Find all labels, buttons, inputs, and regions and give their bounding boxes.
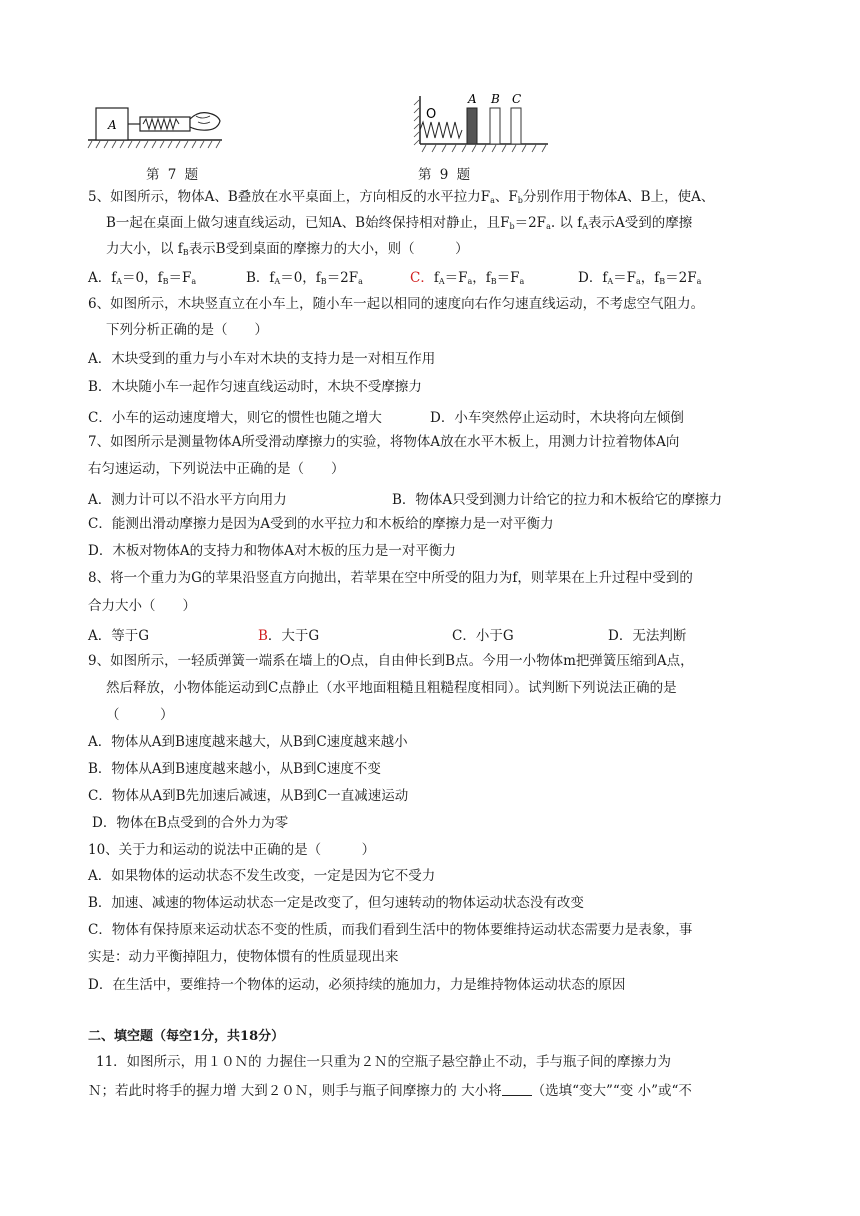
q7-option-c: C．能测出滑动摩擦力是因为A受到的水平拉力和木板给的摩擦力是一对平衡力 — [88, 516, 554, 532]
figure-7-caption: 第 7 题 — [146, 167, 201, 183]
q10-option-a: A．如果物体的运动状态不发生改变，一定是因为它不受力 — [88, 868, 436, 884]
q5-line-1: 5、如图所示，物体A、B叠放在水平桌面上，方向相反的水平拉力$F_a$、$F_b$分别作用于物体A、B上，使A、 — [88, 189, 715, 205]
q6-line-2: 下列分析正确的是（ ） — [106, 322, 268, 338]
q8-line-1: 8、将一个重力为G的苹果沿竖直方向抛出，若苹果在空中所受的阻力为f，则苹果在上升过程中受到的 — [88, 570, 693, 586]
q5-option-c: C．$f_A=F_a$，$f_B=F_a$ — [410, 270, 525, 286]
q6-option-b: B．木块随小车一起作匀速直线运动时，木块不受摩擦力 — [88, 379, 422, 395]
figure-7-diagram — [86, 100, 226, 156]
label-b: B — [491, 92, 500, 106]
q9-line-3: （ ） — [106, 707, 174, 723]
q11-line-2: Ｎ；若此时将手的握力增 大到２０Ｎ，则手与瓶子间摩擦力的 大小将 （选填“变大”“变 小”或“不 — [88, 1083, 692, 1099]
point-o-label: O — [426, 107, 437, 122]
q8-option-b: B．大于G — [258, 628, 320, 644]
q6-line-1: 6、如图所示，木块竖直立在小车上，随小车一起以相同的速度向右作匀速直线运动，不考虑空气阻力。 — [88, 296, 705, 312]
figure-9-caption: 第 9 题 — [418, 167, 473, 183]
position-c — [511, 108, 521, 144]
q7-line-1: 7、如图所示是测量物体A所受滑动摩擦力的实验，将物体A放在水平木板上，用测力计拉着物体A向 — [88, 434, 680, 450]
q5-option-d: D．$f_A=F_a$，$f_B=2F_a$ — [578, 270, 702, 286]
label-a: A — [468, 92, 477, 106]
q6-option-a: A．木块受到的重力与小车对木块的支持力是一对相互作用 — [88, 351, 436, 367]
spring — [420, 122, 462, 138]
q8-line-2: 合力大小（ ） — [88, 598, 196, 614]
q9-option-d: D．物体在B点受到的合外力为零 — [92, 815, 289, 831]
q6-option-c: C．小车的运动速度增大，则它的惯性也随之增大 — [88, 410, 382, 426]
q5-answer-mark: C． — [410, 270, 434, 286]
block-a — [467, 108, 477, 144]
q8-option-d: D．无法判断 — [608, 628, 687, 644]
q10-option-c-line-2: 实是：动力平衡掉阻力，使物体惯有的性质显现出来 — [88, 949, 399, 965]
figure-9-diagram — [412, 90, 552, 156]
q5-line-3: 力大小，以 $f_B$表示B受到桌面的摩擦力的大小，则（ ） — [106, 241, 469, 257]
q9-line-1: 9、如图所示，一轻质弹簧一端系在墙上的O点，自由伸长到B点。今用一小物体m把弹簧压缩到A点， — [88, 653, 694, 669]
section-2-heading: 二、填空题（每空1分，共18分） — [88, 1029, 285, 1044]
q9-line-2: 然后释放，小物体能运动到C点静止（水平地面粗糙且粗糙程度相同）。试判断下列说法正确的是 — [106, 680, 677, 696]
q9-option-a: A．物体从A到B速度越来越大，从B到C速度越来越小 — [88, 734, 408, 750]
q8-option-c: C．小于G — [452, 628, 514, 644]
q8-answer-mark: B — [258, 628, 268, 644]
q5-option-a: A．$f_A=0$，$f_B=F_a$ — [88, 270, 197, 286]
q11-line-1: 11．如图所示，用１０Ｎ的 力握住一只重为２Ｎ的空瓶子悬空静止不动，手与瓶子间的摩擦力为 — [96, 1054, 671, 1070]
label-c: C — [512, 92, 522, 106]
hand — [190, 113, 220, 131]
q9-option-b: B．物体从A到B速度越来越小，从B到C速度不变 — [88, 761, 381, 777]
q10-option-d: D．在生活中，要维持一个物体的运动，必须持续的施加力，力是维持物体运动状态的原因 — [88, 977, 626, 993]
position-b — [490, 108, 500, 144]
q10-option-c-line-1: C．物体有保持原来运动状态不变的性质，而我们看到生活中的物体要维持运动状态需要力是表象，事 — [88, 922, 693, 938]
q8-option-a: A．等于G — [88, 628, 150, 644]
q7-option-d: D．木板对物体A的支持力和物体A对木板的压力是一对平衡力 — [88, 543, 456, 559]
q6-option-d: D．小车突然停止运动时，木块将向左倾倒 — [430, 410, 684, 426]
q11-answer-blank[interactable] — [502, 1082, 532, 1096]
q10-option-b: B．加速、减速的物体运动状态一定是改变了，但匀速转动的物体运动状态没有改变 — [88, 895, 584, 911]
q9-option-c: C．物体从A到B先加速后减速，从B到C一直减速运动 — [88, 788, 409, 804]
q5-option-b: B．$f_A=0$，$f_B=2F_a$ — [246, 270, 363, 286]
q7-option-b: B．物体A只受到测力计给它的拉力和木板给它的摩擦力 — [392, 492, 723, 508]
q7-option-a: A．测力计可以不沿水平方向用力 — [88, 492, 287, 508]
block-a-label: A — [108, 118, 117, 132]
q7-line-2: 右匀速运动，下列说法中正确的是（ ） — [88, 461, 345, 477]
q5-line-2: B一起在桌面上做匀速直线运动，已知A、B始终保持相对静止，且$F_b=2F_a$. 以 $f_A$表示A受到的摩擦 — [106, 215, 693, 231]
q10-line-1: 10、关于力和运动的说法中正确的是（ ） — [88, 842, 376, 858]
